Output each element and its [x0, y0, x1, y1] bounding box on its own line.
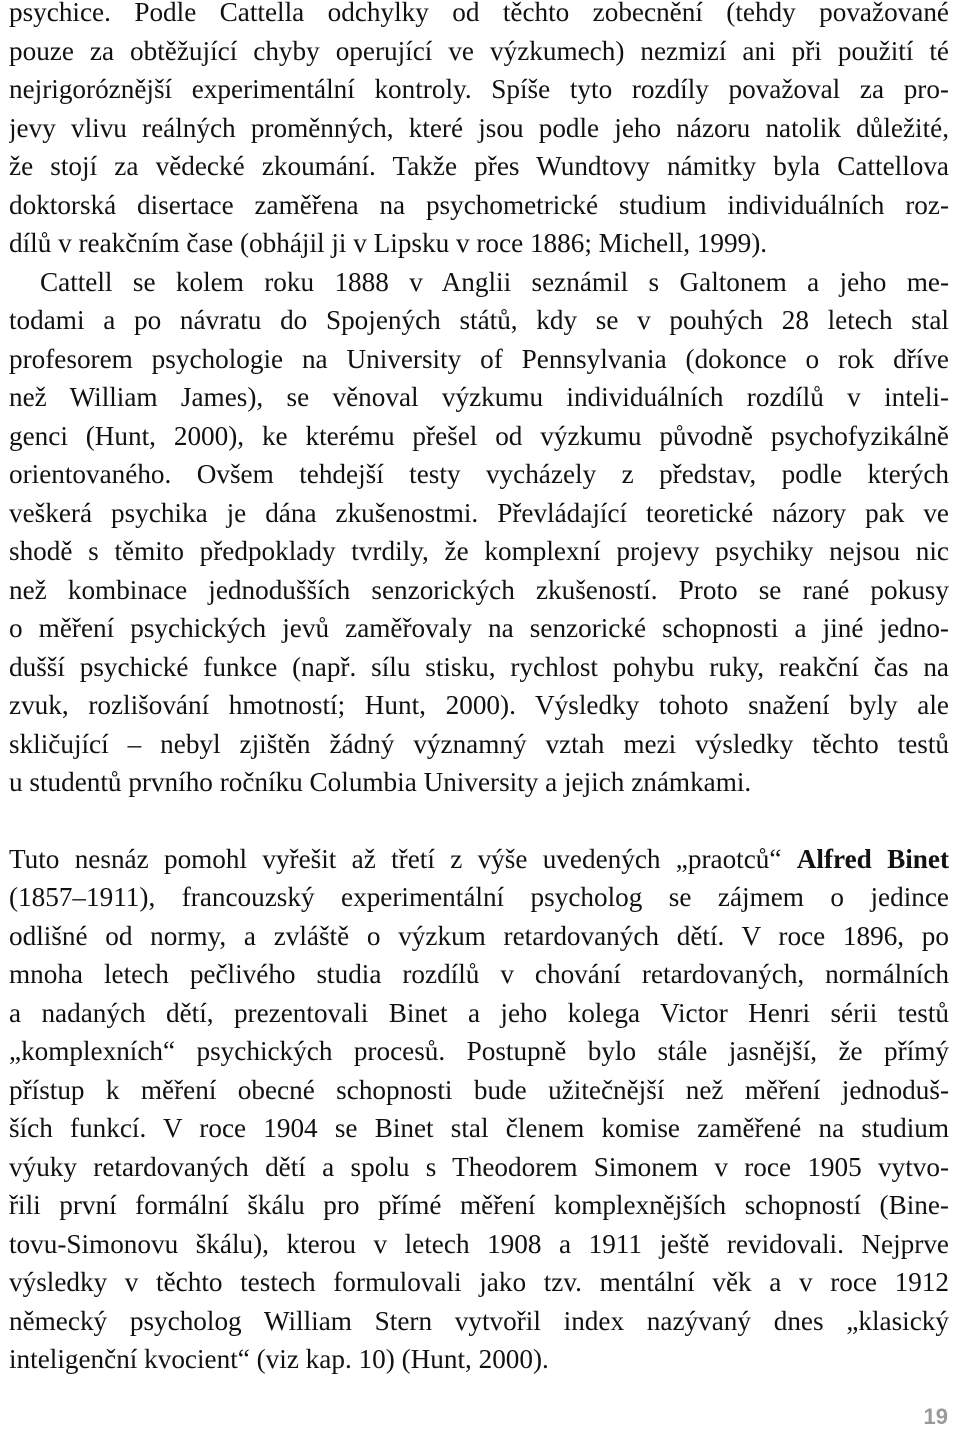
text-line: shodě s těmito předpoklady tvrdily, že komplexní projevy psychiky nejsou nic [9, 536, 949, 566]
paragraph-gap [9, 802, 949, 840]
text-line: ších funkcí. V roce 1904 se Binet stal členem komise zaměřené na studium [9, 1113, 949, 1143]
text-line: výsledky v těchto testech formulovali jako tzv. mentální věk a v roce 1912 [9, 1267, 949, 1297]
text-line: (1857–1911), francouzský experimentální psycholog se zájmem o jedince [9, 882, 949, 912]
book-page [9, 0, 949, 1379]
text-fragment: Tuto nesnáz pomohl vyřešit až třetí z výše uvedených „praotců“ [9, 843, 797, 874]
text-line: že stojí za vědecké zkoumání. Takže přes Wundtovy námitky byla Cattellova [9, 151, 949, 181]
text-line: přístup k měření obecné schopnosti bude užitečnější než měření jednoduš- [9, 1074, 949, 1105]
text-line: skličující – nebyl zjištěn žádný významný vztah mezi výsledky těchto testů [9, 728, 949, 759]
text-line: než kombinace jednodušších senzorických zkušeností. Proto se rané pokusy [9, 574, 949, 605]
text-line: tovu-Simonovu škálu), kterou v letech 1908 a 1911 ještě revidovali. Nejprve [9, 1228, 949, 1259]
text-line: „komplexních“ psychických procesů. Postupně bylo stále jasnější, že přímý [9, 1036, 949, 1066]
text-line: u studentů prvního ročníku Columbia University a jejich známkami. [9, 767, 752, 797]
text-line: o měření psychických jevů zaměřovaly na senzorické schopnosti a jiné jedno- [9, 613, 949, 643]
text-line [9, 840, 949, 879]
text-line: doktorská disertace zaměřena na psychometrické studium individuálních roz- [9, 189, 949, 220]
text-line: profesorem psychologie na University of Pennsylvania (dokonce o rok dříve [9, 343, 949, 374]
text-line: než William James), se věnoval výzkumu individuálních rozdílů v inteli- [9, 382, 949, 412]
text-line: mnoha letech pečlivého studia rozdílů v chování retardovaných, normálních [9, 959, 949, 989]
text-line: německý psycholog William Stern vytvořil index nazývaný dnes „klasický [9, 1305, 949, 1336]
paragraph-binet [9, 840, 949, 1379]
text-line: nejrigoróznější experimentální kontroly. Spíše tyto rozdíly považoval za pro- [9, 74, 949, 104]
paragraph-cattell-galton [9, 263, 949, 802]
text-line: veškerá psychika je dána zkušenostmi. Převládající teoretické názory pak ve [9, 497, 949, 528]
text-line: jevy vlivu reálných proměnných, které jsou podle jeho názoru natolik důležité, [9, 112, 949, 143]
text-line: odlišné od normy, a zvláště o výzkum retardovaných dětí. V roce 1896, po [9, 920, 949, 951]
text-line: psychice. Podle Cattella odchylky od těchto zobecnění (tehdy považované [9, 0, 949, 27]
text-line: pouze za obtěžující chyby operující ve výzkumech) nezmizí ani při použití té [9, 35, 949, 66]
text-line: a nadaných dětí, prezentovali Binet a jeho kolega Victor Henri sérii testů [9, 997, 949, 1028]
text-line: řili první formální škálu pro přímé měření komplexnějších schopností (Bine- [9, 1190, 949, 1220]
text-line: dílů v reakčním čase (obhájil ji v Lipsku v roce 1886; Michell, 1999). [9, 228, 768, 258]
text-line: dušší psychické funkce (např. sílu stisku, rychlost pohybu ruky, reakční čas na [9, 651, 949, 682]
text-line: zvuk, rozlišování hmotností; Hunt, 2000). Výsledky tohoto snažení byly ale [9, 690, 949, 720]
text-line: orientovaného. Ovšem tehdejší testy vycházely z představ, podle kterých [9, 459, 949, 489]
bold-name-alfred-binet: Alfred Binet [796, 843, 949, 874]
paragraph-cattell-continued [9, 0, 949, 263]
text-line: todami a po návratu do Spojených států, kdy se v pouhých 28 letech stal [9, 305, 949, 335]
text-line: inteligenční kvocient“ (viz kap. 10) (Hunt, 2000). [9, 1344, 549, 1374]
text-line: výuky retardovaných dětí a spolu s Theodorem Simonem v roce 1905 vytvo- [9, 1151, 949, 1182]
text-line: Cattell se kolem roku 1888 v Anglii seznámil s Galtonem a jeho me- [40, 266, 949, 297]
text-line: genci (Hunt, 2000), ke kterému přešel od výzkumu původně psychofyzikálně [9, 420, 949, 451]
page-number: 19 [923, 1404, 948, 1429]
